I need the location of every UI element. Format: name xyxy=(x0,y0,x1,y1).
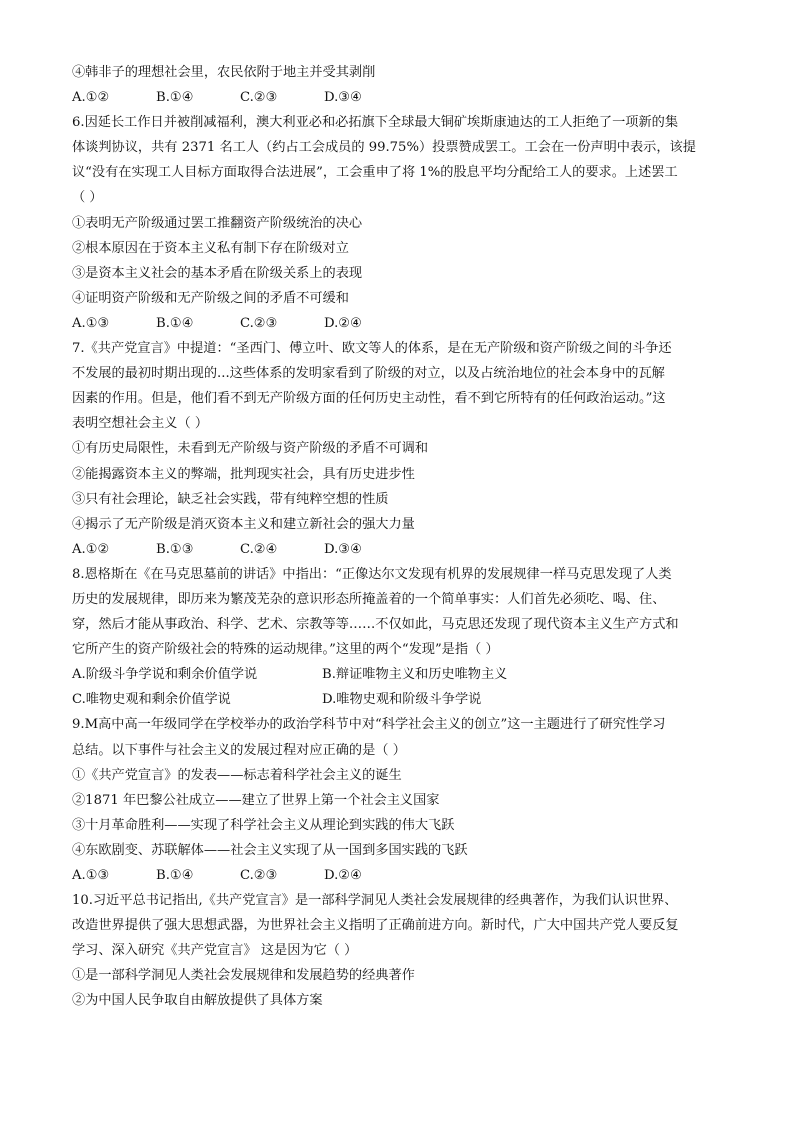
text-line: ①《共产党宣言》的发表——标志着科学社会主义的诞生 xyxy=(72,767,402,783)
exam-page xyxy=(72,60,722,1014)
answer-option: C.②③ xyxy=(240,90,278,106)
text-line: （ ） xyxy=(72,190,103,206)
answer-option: C.②④ xyxy=(240,541,278,557)
text-line: ④证明资产阶级和无产阶级之间的矛盾不可缓和 xyxy=(72,290,349,306)
text-line: 议“没有在实现工人目标方面取得合法进展”，工会重申了将 1%的股息平均分配给工人的要求。上述罢工 xyxy=(72,165,678,181)
text-line: ③十月革命胜利——实现了科学社会主义从理论到实践的伟大飞跃 xyxy=(72,817,455,833)
answer-option: B.①④ xyxy=(156,315,194,331)
answer-option: B.①④ xyxy=(156,90,194,106)
text-line: ②根本原因在于资本主义私有制下存在阶级对立 xyxy=(72,240,349,256)
answer-option: A.阶级斗争学说和剩余价值学说 xyxy=(72,667,258,683)
text-line: 不发展的最初时期出现的...这些体系的发明家看到了阶级的对立，以及占统治地位的社会本身中的瓦解 xyxy=(72,366,665,382)
text-line: 历史的发展规律，即历来为繁茂芜杂的意识形态所掩盖着的一个简单事实：人们首先必须吃、喝、住、 xyxy=(72,591,666,607)
text-line: 7.《共产党宣言》中提道：“圣西门、傅立叶、欧文等人的体系，是在无产阶级和资产阶级之间的斗争还 xyxy=(72,341,672,357)
text-line: ④东欧剧变、苏联解体——社会主义实现了从一国到多国实践的飞跃 xyxy=(72,842,468,858)
text-line: 总结。以下事件与社会主义的发展过程对应正确的是（ ） xyxy=(72,742,406,758)
answer-option: B.辩证唯物主义和历史唯物主义 xyxy=(322,667,508,683)
text-line: 体谈判协议，共有 2371 名工人（约占工会成员的 99.75%）投票赞成罢工。工会在一份声明中表示，该提 xyxy=(72,140,696,156)
answer-option: A.①③ xyxy=(72,315,110,331)
answer-options xyxy=(72,662,722,687)
answer-option: C.②③ xyxy=(240,868,278,883)
answer-options xyxy=(72,85,722,110)
answer-option: D.②④ xyxy=(324,315,362,331)
text-line: 表明空想社会主义（ ） xyxy=(72,416,209,432)
text-line: ③是资本主义社会的基本矛盾在阶级关系上的表现 xyxy=(72,265,363,281)
answer-options xyxy=(72,537,722,562)
answer-option: B.①④ xyxy=(156,868,194,883)
answer-option: D.②④ xyxy=(324,868,362,883)
answer-options xyxy=(72,311,722,336)
answer-options xyxy=(72,863,722,888)
text-line: ②能揭露资本主义的弊端，批判现实社会，具有历史进步性 xyxy=(72,466,415,482)
answer-option: C.②③ xyxy=(240,315,278,331)
answer-option: C.唯物史观和剩余价值学说 xyxy=(72,692,231,708)
text-line: 9.M高中高一年级同学在学校举办的政治学科节中对“科学社会主义的创立”这一主题进行了研究性学习 xyxy=(72,717,666,733)
text-line: ②1871 年巴黎公社成立——建立了世界上第一个社会主义国家 xyxy=(72,792,440,808)
text-line: ①表明无产阶级通过罢工推翻资产阶级统治的决心 xyxy=(72,215,363,231)
text-line: ①有历史局限性，未看到无产阶级与资产阶级的矛盾不可调和 xyxy=(72,441,429,457)
text-line: 8.恩格斯在《在马克思墓前的讲话》中指出：“正像达尔文发现有机界的发展规律一样马克思发现了人类 xyxy=(72,566,672,582)
answer-option: D.③④ xyxy=(324,541,362,557)
answer-option: D.唯物史观和阶级斗争学说 xyxy=(322,692,482,708)
answer-option: D.③④ xyxy=(324,90,362,106)
text-line: 学习、深入研究《共产党宣言》 这是因为它（ ） xyxy=(72,943,358,959)
answer-option: B.①③ xyxy=(156,541,194,557)
text-line: ①是一部科学洞见人类社会发展规律和发展趋势的经典著作 xyxy=(72,968,415,984)
text-line: ④揭示了无产阶级是消灭资本主义和建立新社会的强大力量 xyxy=(72,516,415,532)
text-line: ②为中国人民争取自由解放提供了具体方案 xyxy=(72,993,323,1009)
text-line: 10.习近平总书记指出,《共产党宣言》是一部科学洞见人类社会发展规律的经典著作，为我们认识世界、 xyxy=(72,893,678,909)
answer-option: A.①② xyxy=(72,90,110,106)
text-line: 穿，然后才能从事政治、科学、艺术、宗教等等……不仅如此，马克思还发现了现代资本主义生产方式和 xyxy=(72,617,679,633)
answer-option: A.①③ xyxy=(72,868,110,883)
text-line: 它所产生的资产阶级社会的特殊的运动规律。”这里的两个“发现”是指（ ） xyxy=(72,642,499,658)
answer-option: A.①② xyxy=(72,541,110,557)
text-line: ③只有社会理论，缺乏社会实践，带有纯粹空想的性质 xyxy=(72,491,389,507)
text-line: 改造世界提供了强大思想武器，为世界社会主义指明了正确前进方向。新时代，广大中国共产党人要反复 xyxy=(72,918,679,934)
text-line: ④韩非子的理想社会里，农民依附于地主并受其剥削 xyxy=(72,65,376,80)
answer-options xyxy=(72,687,722,712)
text-line: 因素的作用。但是，他们看不到无产阶级方面的任何历史主动性，看不到它所特有的任何政治运动。”这 xyxy=(72,391,666,407)
text-line: 6.因延长工作日并被削减福利，澳大利亚必和必拓旗下全球最大铜矿埃斯康迪达的工人拒绝了一项新的集 xyxy=(72,115,679,131)
